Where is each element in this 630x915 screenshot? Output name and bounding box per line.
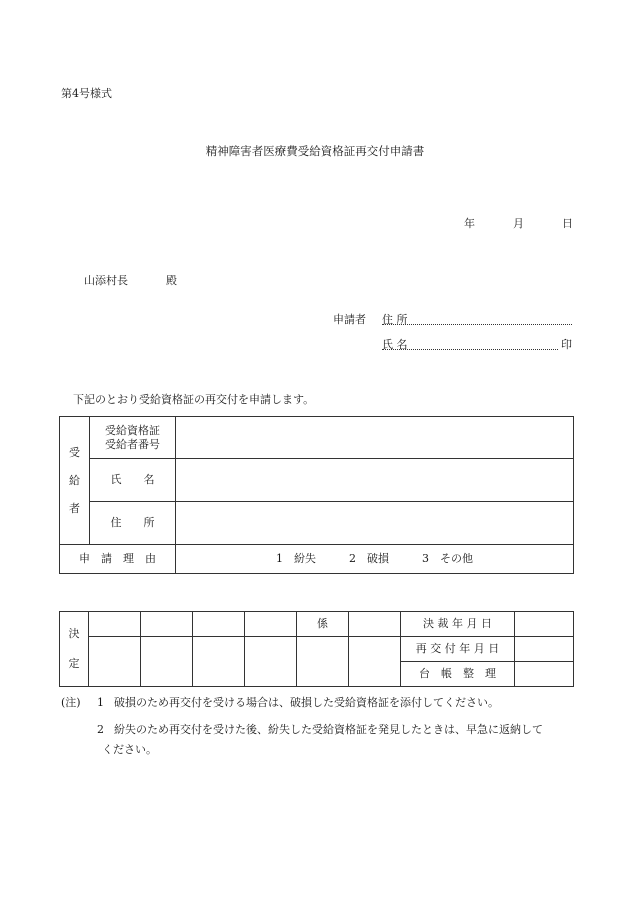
approval-stamp-cell[interactable] (141, 637, 193, 687)
addressee-name: 山添村長 (84, 274, 128, 287)
approval-stamp-cell[interactable] (193, 637, 245, 687)
applicant-name-label: 氏 名 (382, 338, 408, 351)
approval-stamp-cell[interactable] (245, 637, 297, 687)
applicant-address-line[interactable] (382, 324, 572, 325)
staff-stamp-cell[interactable] (297, 637, 349, 687)
decision-date-label: 決 裁 年 月 日 (401, 612, 515, 637)
approval-header-cell (349, 612, 401, 637)
cert-number-field[interactable] (176, 417, 574, 459)
recipient-group-label: 受 給 者 (60, 417, 90, 545)
note-2-text-line1: 紛失のため再交付を受けた後、紛失した受給資格証を発見したときは、早急に返納して (114, 723, 543, 736)
approval-header-cell (89, 612, 141, 637)
approval-stamp-cell[interactable] (349, 637, 401, 687)
applicant-label: 申請者 (333, 313, 366, 326)
ledger-field[interactable] (515, 662, 574, 687)
applicant-address-label: 住 所 (382, 313, 408, 326)
intro-text: 下記のとおり受給資格証の再交付を申請します。 (73, 393, 315, 406)
staff-label: 係 (297, 612, 349, 637)
approval-header-cell (141, 612, 193, 637)
reason-label: 申 請 理 由 (60, 545, 176, 574)
seal-mark: 印 (561, 338, 572, 351)
note-2-number: 2 (97, 723, 104, 736)
date-year-label: 年 (464, 217, 475, 230)
reissue-date-field[interactable] (515, 637, 574, 662)
recipient-name-label: 氏 名 (90, 459, 176, 502)
reissue-date-label: 再 交 付 年 月 日 (401, 637, 515, 662)
notes-prefix: (注) (61, 696, 81, 709)
recipient-address-field[interactable] (176, 502, 574, 545)
recipient-name-field[interactable] (176, 459, 574, 502)
note-2-text-line2: ください。 (102, 743, 157, 756)
note-1-text: 破損のため再交付を受ける場合は、破損した受給資格証を添付してください。 (114, 696, 499, 709)
recipient-table (59, 416, 574, 574)
date-month-label: 月 (513, 217, 524, 230)
decision-table (59, 611, 574, 687)
reason-options[interactable]: 1 紛失 2 破損 3 その他 (176, 545, 574, 574)
addressee-honorific: 殿 (166, 274, 177, 287)
ledger-label: 台 帳 整 理 (401, 662, 515, 687)
recipient-address-label: 住 所 (90, 502, 176, 545)
approval-header-cell (193, 612, 245, 637)
approval-stamp-cell[interactable] (89, 637, 141, 687)
note-1-number: 1 (97, 696, 104, 709)
date-day-label: 日 (562, 217, 573, 230)
applicant-name-line[interactable] (382, 349, 558, 350)
form-number: 第4号様式 (61, 87, 112, 100)
cert-number-label: 受給資格証 受給者番号 (90, 417, 176, 459)
approval-header-cell (245, 612, 297, 637)
decision-label: 決 定 (60, 612, 89, 687)
decision-date-field[interactable] (515, 612, 574, 637)
page-title: 精神障害者医療費受給資格証再交付申請書 (205, 144, 425, 158)
